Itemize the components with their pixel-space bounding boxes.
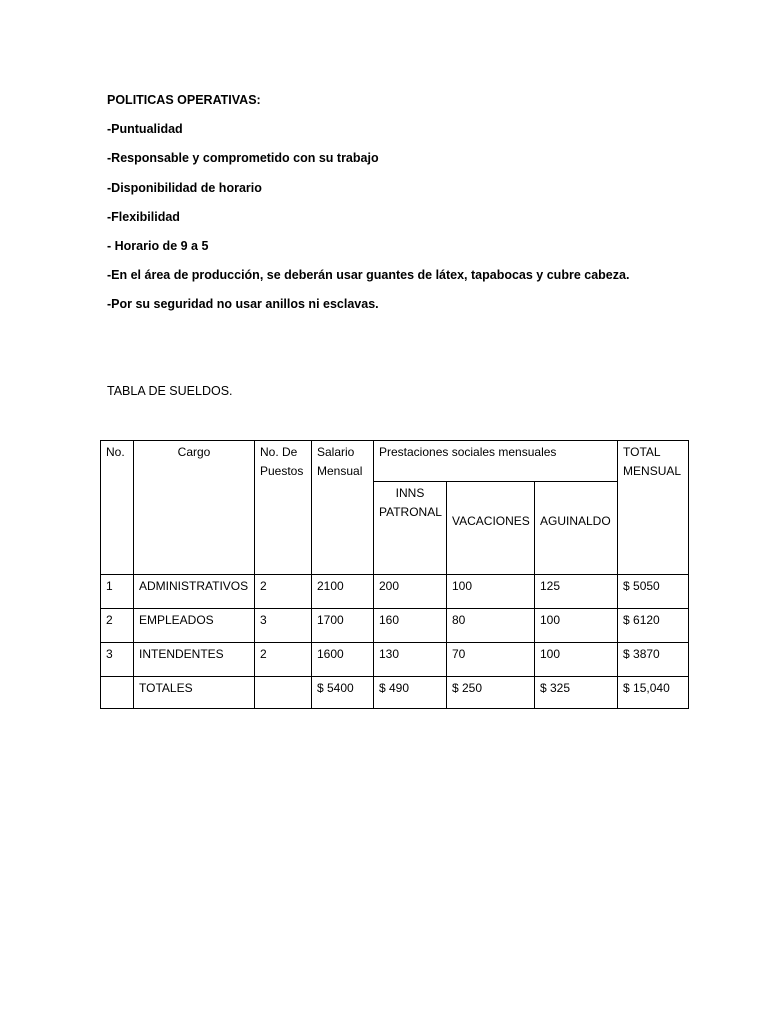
header-prestaciones: Prestaciones sociales mensuales — [374, 441, 618, 482]
cell-salario: 2100 — [312, 575, 374, 609]
cell-salario: 1600 — [312, 643, 374, 677]
cell-puestos: 2 — [255, 643, 312, 677]
cell-total: $ 3870 — [618, 643, 689, 677]
cell-no: 2 — [101, 609, 134, 643]
cell-no-empty — [101, 677, 134, 709]
table-row — [101, 643, 689, 677]
cell-no: 1 — [101, 575, 134, 609]
header-puestos: No. De Puestos — [255, 441, 312, 575]
salary-table — [100, 440, 689, 709]
header-row — [101, 441, 689, 482]
cell-cargo: INTENDENTES — [134, 643, 255, 677]
policy-item: -Responsable y comprometido con su trabajo — [107, 151, 379, 166]
totals-aguinaldo: $ 325 — [535, 677, 618, 709]
cell-aguinaldo: 100 — [535, 609, 618, 643]
cell-inns: 160 — [374, 609, 447, 643]
cell-aguinaldo: 125 — [535, 575, 618, 609]
policy-item: - Horario de 9 a 5 — [107, 238, 209, 253]
cell-vacaciones: 70 — [447, 643, 535, 677]
header-inns: INNS PATRONAL — [374, 482, 447, 575]
header-vacaciones: VACACIONES — [447, 482, 535, 575]
cell-total: $ 6120 — [618, 609, 689, 643]
totals-inns: $ 490 — [374, 677, 447, 709]
cell-inns: 200 — [374, 575, 447, 609]
cell-puestos: 3 — [255, 609, 312, 643]
cell-aguinaldo: 100 — [535, 643, 618, 677]
cell-total: $ 5050 — [618, 575, 689, 609]
cell-vacaciones: 80 — [447, 609, 535, 643]
header-total: TOTAL MENSUAL — [618, 441, 689, 575]
policy-item: -Disponibilidad de horario — [107, 180, 262, 195]
table-row — [101, 575, 689, 609]
policy-item: -Puntualidad — [107, 122, 183, 137]
table-row — [101, 609, 689, 643]
policy-item: -En el área de producción, se deberán usar guantes de látex, tapabocas y cubre cabeza. — [107, 268, 630, 283]
header-aguinaldo: AGUINALDO — [535, 482, 618, 575]
cell-vacaciones: 100 — [447, 575, 535, 609]
header-no: No. — [101, 441, 134, 575]
totals-label: TOTALES — [134, 677, 255, 709]
cell-cargo: ADMINISTRATIVOS — [134, 575, 255, 609]
header-cargo: Cargo — [134, 441, 255, 575]
header-salario: Salario Mensual — [312, 441, 374, 575]
cell-puestos-empty — [255, 677, 312, 709]
totals-vacaciones: $ 250 — [447, 677, 535, 709]
policies-title: POLITICAS OPERATIVAS: — [107, 93, 261, 107]
totals-row — [101, 677, 689, 709]
cell-cargo: EMPLEADOS — [134, 609, 255, 643]
cell-inns: 130 — [374, 643, 447, 677]
table-title: TABLA DE SUELDOS. — [107, 384, 233, 398]
policy-item: -Flexibilidad — [107, 209, 180, 224]
cell-no: 3 — [101, 643, 134, 677]
policies-section — [107, 92, 629, 326]
cell-salario: 1700 — [312, 609, 374, 643]
cell-puestos: 2 — [255, 575, 312, 609]
policy-item: -Por su seguridad no usar anillos ni esclavas. — [107, 297, 379, 312]
totals-total: $ 15,040 — [618, 677, 689, 709]
totals-salario: $ 5400 — [312, 677, 374, 709]
